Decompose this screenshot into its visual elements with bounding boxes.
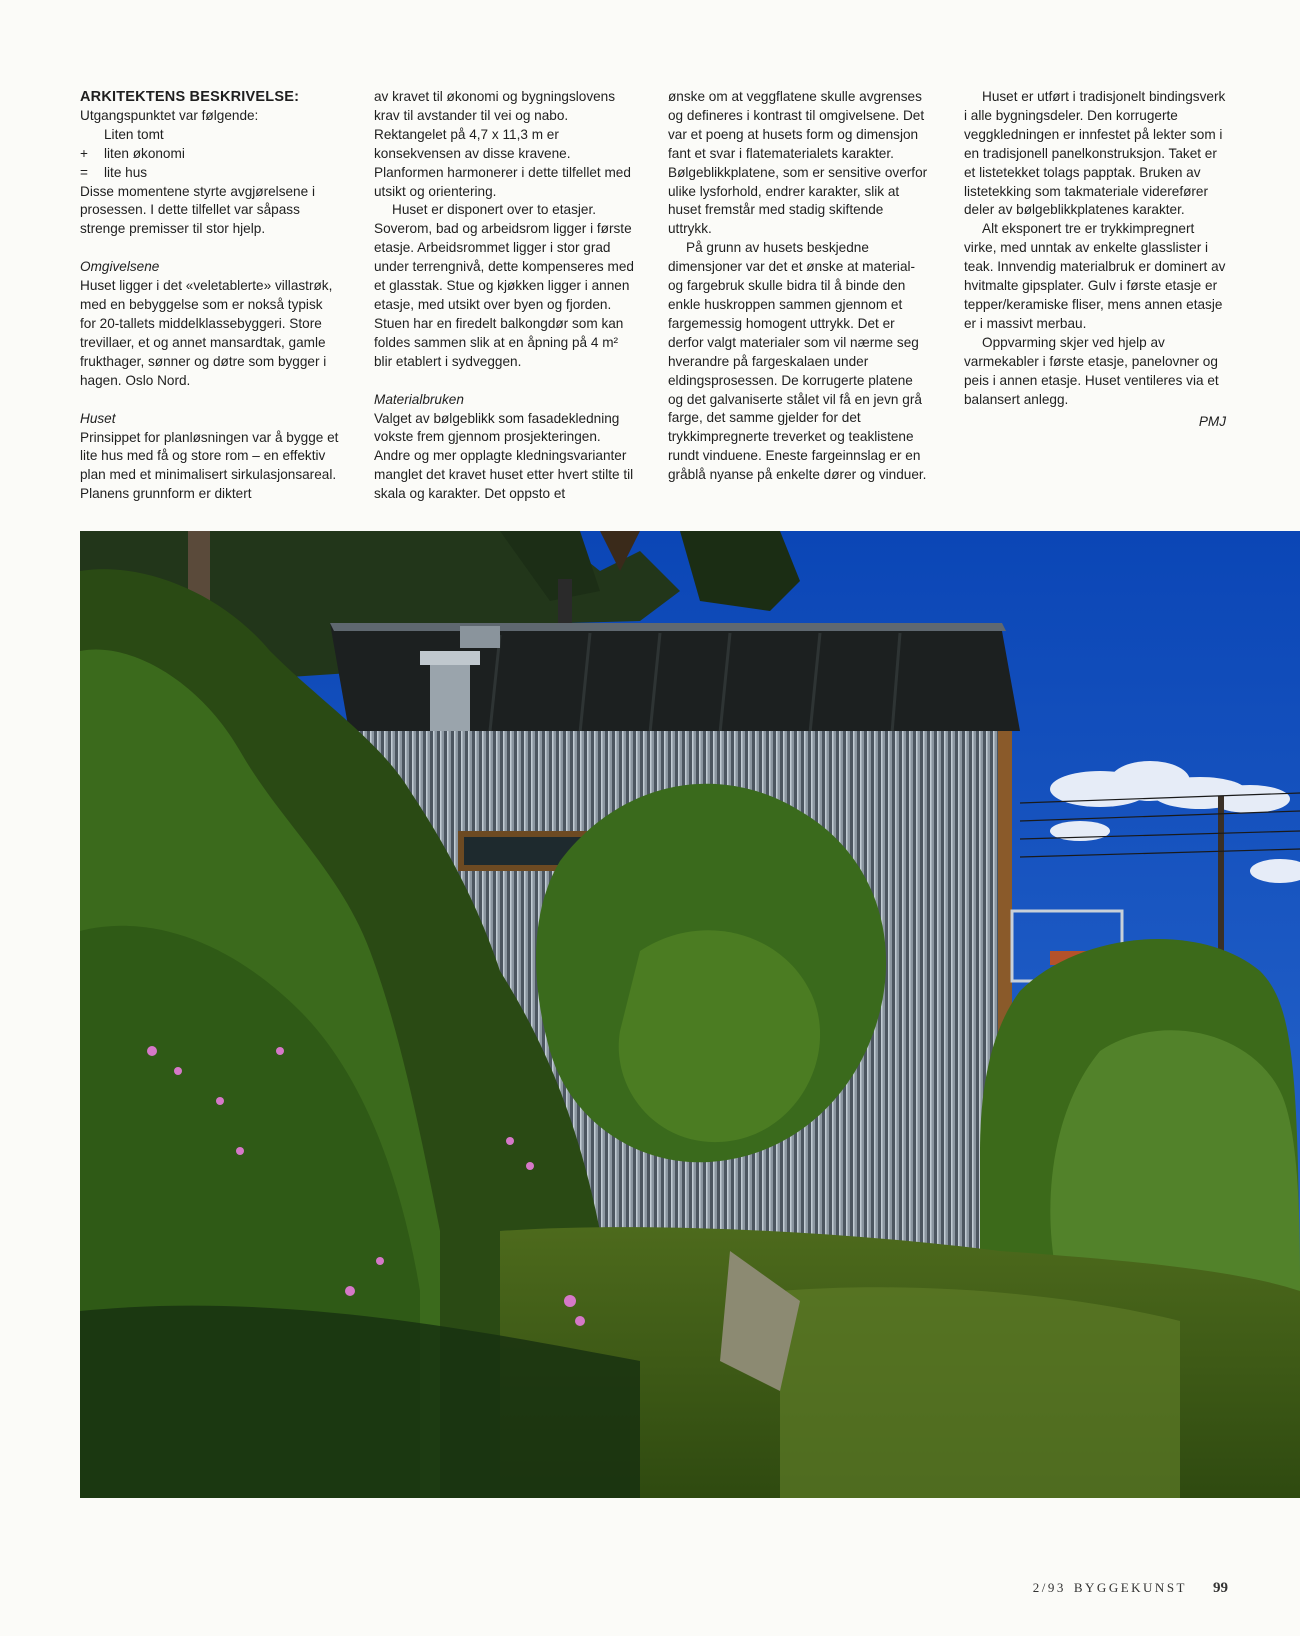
text-column-4 xyxy=(964,88,1226,432)
page-number: 99 xyxy=(1213,1580,1228,1596)
paragraph: Alt eksponert tre er trykkimpregnert virke, med unntak av enkelte glasslister i teak. Innvendig materialbruk er dominert av hvitmalte gipsplater. Gulv i første etasje er tepper/keramiske fliser, mens annen etasje er i massivt merbau. xyxy=(964,221,1226,331)
author-signature: PMJ xyxy=(1198,414,1226,430)
equation-symbol: + xyxy=(80,145,88,161)
paragraph: På grunn av husets beskjedne dimensjoner var det et ønske at material- og fargebruk skulle bidra til å binde den enkle huskroppen sammen gjennom et fargemessig homogent uttrykk. Det er derfor valgt materialer som vil nærme seg hverandre på fargeskalaen under eldingsprosessen. De korrugerte platene og det galvaniserte stålet vil få en jevn grå farge, det samme gjelder for det trykkimpregnerte treverket og teaklistene rundt vinduene. Eneste fargeinnslag er en gråblå nyanse på enkelte dører og vinduer. xyxy=(668,240,927,483)
magazine-name: BYGGEKUNST xyxy=(1073,1580,1187,1595)
intro-line: Utgangspunktet var følgende: xyxy=(80,107,259,123)
page-footer xyxy=(1033,1580,1228,1597)
issue-number: 2/93 xyxy=(1032,1580,1066,1595)
paragraph: Valget av bølgeblikk som fasadekledning vokste frem gjennom prosjekteringen. Andre og mer opplagte kledningsvarianter manglet det kravet huset etter hvert stilte til skala og karakter. Det oppsto et xyxy=(374,410,634,502)
house-photograph xyxy=(80,531,1300,1498)
text-column-2 xyxy=(374,88,636,504)
paragraph: Disse momentene styrte avgjørelsene i prosessen. I dette tilfellet var såpass strenge premisser til stor hjelp. xyxy=(80,183,315,237)
paragraph: av kravet til økonomi og bygningslovens krav til avstander til vei og nabo. Rektangelet på 4,7 x 11,3 m er konsekvensen av disse kravene. Planformen harmonerer i dette tilfellet med utsikt og orientering. xyxy=(374,89,631,199)
article-heading: ARKITEKTENS BESKRIVELSE: xyxy=(80,89,300,105)
text-column-3 xyxy=(668,88,930,485)
paragraph: Huset ligger i det «veletablerte» villastrøk, med en bebyggelse som er nokså typisk for 20-tallets middelklassebyggeri. Store trevillaer, et og annet mansardtak, gamle frukthager, sønner og døtre som bygger i hagen. Oslo Nord. xyxy=(80,278,333,388)
equation-line-1 xyxy=(80,126,342,145)
equation-line-3 xyxy=(80,164,342,183)
paragraph: Huset er disponert over to etasjer. Soverom, bad og arbeidsrom ligger i første etasje. Arbeidsrommet ligger i stor grad under terrengnivå, dette kompenseres med et glasstak. Stue og kjøkken ligger i annen etasje, med utsikt over byen og fjorden. Stuen har en firedelt balkongdør som kan foldes sammen slik at en åpning på 4 m² blir etablert i sydveggen. xyxy=(374,202,634,369)
subheading-omgivelsene: Omgivelsene xyxy=(80,259,160,275)
subheading-materialbruken: Materialbruken xyxy=(374,391,464,407)
subheading-huset: Huset xyxy=(80,410,116,426)
paragraph: Prinsippet for planløsningen var å bygge et lite hus med få og store rom – en effektiv plan med et minimalisert sirkulasjonsareal. Planens grunnform er diktert xyxy=(80,429,339,502)
equation-term: liten økonomi xyxy=(104,145,185,161)
equation-term: Liten tomt xyxy=(104,126,164,142)
paragraph: ønske om at veggflatene skulle avgrenses og defineres i kontrast til omgivelsene. Det var et poeng at husets form og dimensjon fant et svar i flatematerialets karakter. Bølgeblikkplatene, som er sensitive overfor ulike lysforhold, endrer karakter, slik at huset fremstår med stadig skiftende uttrykk. xyxy=(668,89,928,237)
equation-line-2 xyxy=(80,145,342,164)
paragraph: Huset er utført i tradisjonelt bindingsverk i alle bygningsdeler. Den korrugerte veggkledningen er innfestet på lekter som i en tradisjonell panelkonstruksjon. Taket er et listetekket tolags papptak. Bruken av listetekking som takmateriale viderefører deler av bølgeblikkplatenes karakter. xyxy=(964,89,1226,218)
text-column-1 xyxy=(80,88,342,504)
paragraph: Oppvarming skjer ved hjelp av varmekabler i første etasje, panelovner og peis i annen etasje. Huset ventileres via et balansert anlegg. xyxy=(964,334,1219,407)
equation-symbol: = xyxy=(80,164,88,180)
equation-term: lite hus xyxy=(104,164,148,180)
